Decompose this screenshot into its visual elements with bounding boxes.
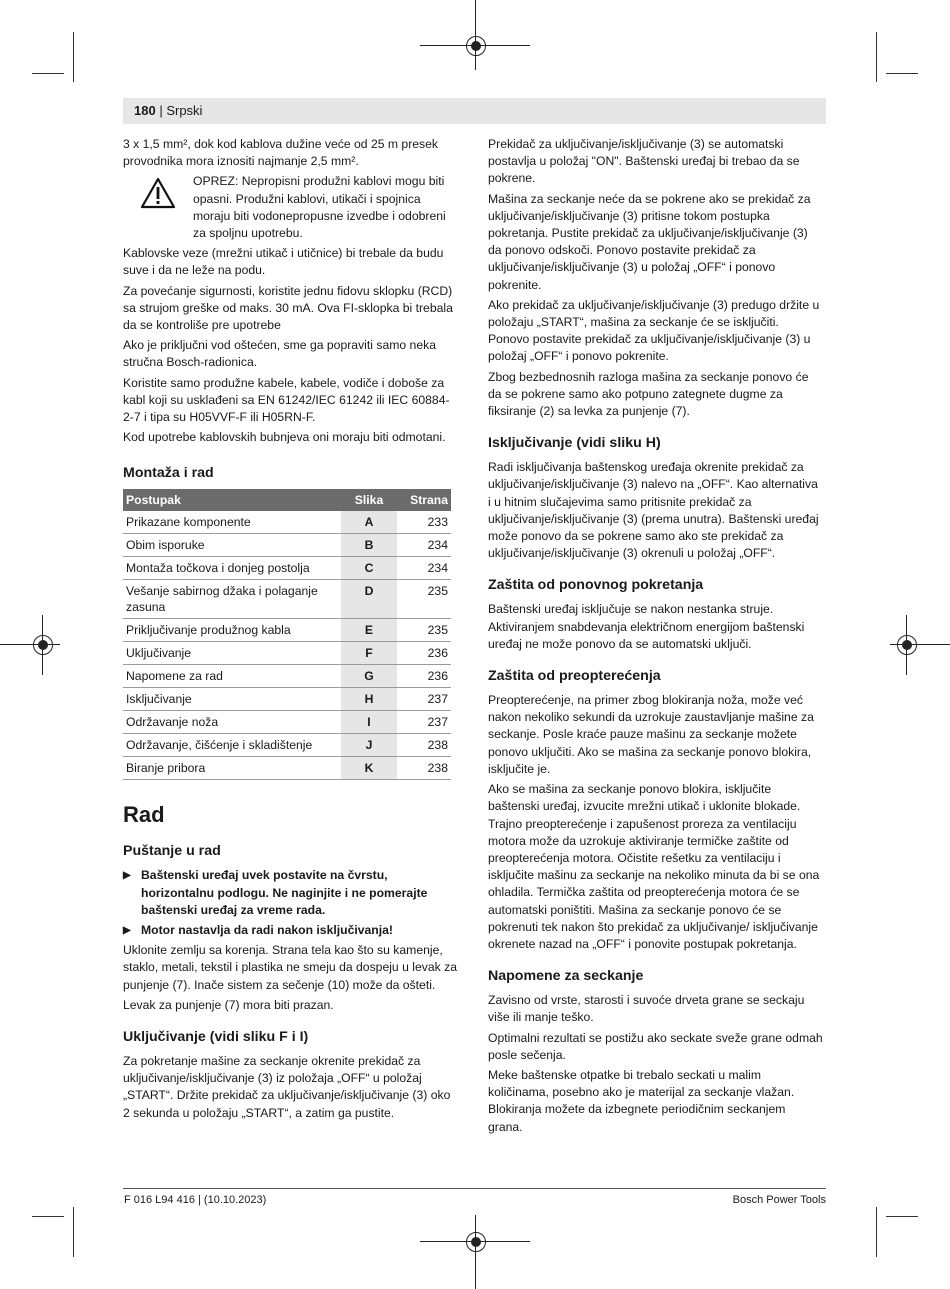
table-cell-figure: J	[341, 734, 397, 757]
crop-mark	[32, 73, 64, 74]
table-row	[123, 734, 451, 757]
bullet-text: Motor nastavlja da radi nakon isključivanja!	[141, 923, 393, 938]
section-heading-zastita-preopterecenja: Zaštita od preopterećenja	[488, 668, 661, 685]
table-cell-figure: I	[341, 711, 397, 734]
paragraph: Zbog bezbednosnih razloga mašina za seckanje ponovo će da se pokrene samo ako potpuno zategnete dugme za fiksiranje (2) sa levka za punjenje (7).	[488, 369, 809, 419]
table-row	[123, 665, 451, 688]
table-cell-procedure: Održavanje noža	[123, 711, 341, 734]
section-heading-montaza: Montaža i rad	[123, 465, 214, 482]
crop-mark	[886, 1216, 918, 1217]
bullet-item	[123, 922, 458, 939]
table-cell-procedure: Montaža točkova i donjeg postolja	[123, 557, 341, 580]
crop-mark	[32, 1216, 64, 1217]
footer-rule	[123, 1188, 826, 1189]
crop-mark	[73, 1207, 74, 1257]
crop-mark	[876, 1207, 877, 1257]
table-header: Slika	[341, 489, 397, 511]
bullet-arrow-icon: ▶	[123, 870, 131, 882]
table-row	[123, 580, 451, 619]
table-cell-figure: G	[341, 665, 397, 688]
crop-mark	[886, 73, 918, 74]
table-cell-figure: E	[341, 619, 397, 642]
table-row	[123, 711, 451, 734]
section-heading-pustanje: Puštanje u rad	[123, 843, 221, 860]
table-cell-figure: A	[341, 511, 397, 534]
section-heading-napomene: Napomene za seckanje	[488, 968, 644, 985]
section-heading-rad: Rad	[123, 802, 165, 828]
warning-text: OPREZ: Nepropisni produžni kablovi mogu biti opasni. Produžni kablovi, utikači i spojnica moraju biti vodonepropusne izvedbe i odobreni za spoljnu upotrebu.	[193, 174, 446, 241]
footer-brand: Bosch Power Tools	[732, 1194, 826, 1206]
table-row	[123, 511, 451, 534]
table-row	[123, 534, 451, 557]
paragraph: Uklonite zemlju sa korenja. Strana tela kao što su kamenje, staklo, metali, tekstil i plastika ne smeju da dospeju u levak za punjenje (7). Inače sistem za sečenje (10) može da ošteti.	[123, 943, 457, 992]
table-row	[123, 688, 451, 711]
table-cell-figure: D	[341, 580, 397, 619]
section-heading-zastita-pokretanja: Zaštita od ponovnog pokretanja	[488, 577, 704, 594]
table-cell-figure: H	[341, 688, 397, 711]
paragraph: Koristite samo produžne kabele, kabele, vodiče i doboše za kabl koji su usklađeni sa EN 61242/IEC 61242 ili IEC 60884-2-7 i tipa su H05VVF-F ili H05RN-F.	[123, 375, 450, 425]
paragraph: Meke baštenske otpatke bi trebalo seckati u malim količinama, posebno ako je materijal za seckanje vlažan. Blokiranja možete da izbegnete periodičnim seckanjem grana.	[488, 1067, 795, 1134]
registration-mark-icon	[466, 36, 486, 56]
warning-triangle-icon	[123, 173, 193, 242]
paragraph: Zavisno od vrste, starosti i suvoće drveta grane se seckaju više ili manje teško.	[488, 993, 805, 1025]
table-cell-page: 234	[397, 557, 451, 580]
table-cell-figure: K	[341, 757, 397, 780]
procedure-table	[123, 489, 451, 780]
table-row	[123, 557, 451, 580]
paragraph: Za pokretanje mašine za seckanje okrenite prekidač za uključivanje/isključivanje (3) iz položaja „OFF“ u položaj „START“. Držite prekidač za uključivanje/isključivanje (3) oko 2 sekunda u položaju „START“, a zatim ga pustite.	[123, 1054, 451, 1120]
page-header: 180 | Srpski	[134, 103, 203, 118]
table-row	[123, 642, 451, 665]
table-cell-page: 236	[397, 665, 451, 688]
registration-line	[475, 1215, 476, 1289]
right-column	[488, 136, 823, 1139]
table-cell-procedure: Vešanje sabirnog džaka i polaganje zasuna	[123, 580, 341, 619]
paragraph: Mašina za seckanje neće da se pokrene ako se prekidač za uključivanje/isključivanje (3) pritisne tokom postupka pokretanja. Pustite prekidač za uključivanje/isključivanje (3) da ponovo odskoči. Ponovo postavite prekidač za uključivanje/isključivanje (3) u položaj „OFF“ i ponovo pokrenite.	[488, 191, 811, 292]
paragraph: Optimalni rezultati se postižu ako seckate sveže grane odmah posle sečenja.	[488, 1030, 823, 1062]
registration-mark-icon	[33, 635, 53, 655]
table-cell-procedure: Napomene za rad	[123, 665, 341, 688]
table-cell-procedure: Uključivanje	[123, 642, 341, 665]
intro-text: 3 x 1,5 mm², dok kod kablova dužine veće od 25 m presek provodnika mora iznositi najmanje 2,5 mm².	[123, 137, 439, 169]
paragraph: Prekidač za uključivanje/isključivanje (3) se automatski postavlja u položaj "ON". Baštenski uređaj bi trebao da se pokrene.	[488, 137, 800, 186]
table-cell-page: 238	[397, 734, 451, 757]
registration-line	[475, 0, 476, 70]
paragraph: Kod upotrebe kablovskih bubnjeva oni moraju biti odmotani.	[123, 430, 446, 445]
paragraph: Ako je priključni vod oštećen, sme ga popraviti samo neka stručna Bosch-radionica.	[123, 338, 436, 370]
paragraph: Kablovske veze (mrežni utikač i utičnice) bi trebale da budu suve i da ne leže na podu.	[123, 246, 444, 278]
paragraph: Baštenski uređaj isključuje se nakon nestanka struje. Aktiviranjem snabdevanja električnom energijom baštenski uređaj ne može ponovo da se automatski uključi.	[488, 602, 805, 651]
bullet-arrow-icon: ▶	[123, 925, 131, 937]
registration-mark-icon	[897, 635, 917, 655]
table-cell-procedure: Priključivanje produžnog kabla	[123, 619, 341, 642]
table-cell-page: 235	[397, 619, 451, 642]
section-heading-iskljucivanje: Isključivanje (vidi sliku H)	[488, 435, 661, 452]
crop-mark	[73, 32, 74, 82]
table-row	[123, 757, 451, 780]
table-cell-procedure: Isključivanje	[123, 688, 341, 711]
table-row	[123, 619, 451, 642]
section-heading-ukljucivanje: Uključivanje (vidi sliku F i I)	[123, 1029, 309, 1046]
table-cell-figure: C	[341, 557, 397, 580]
left-column	[123, 136, 458, 1125]
table-header-row	[123, 489, 451, 511]
table-cell-page: 236	[397, 642, 451, 665]
table-cell-procedure: Održavanje, čišćenje i skladištenje	[123, 734, 341, 757]
paragraph: Za povećanje sigurnosti, koristite jednu fidovu sklopku (RCD) sa strujom greške od maks. 30 mA. Ova FI-sklopka bi trebala da se kontroliše pre upotrebe	[123, 283, 453, 333]
paragraph: Ako prekidač za uključivanje/isključivanje (3) predugo držite u položaju „START“, mašina za seckanje će se isključiti. Ponovo postavite prekidač za uključivanje/isključivanje (3) u položaj „OFF“ i ponovo pokrenite.	[488, 297, 820, 364]
table-cell-page: 238	[397, 757, 451, 780]
table-cell-page: 237	[397, 688, 451, 711]
paragraph: Ako se mašina za seckanje ponovo blokira, isključite baštenski uređaj, izvucite mrežni utikač i uklonite blokade. Trajno preopterećenje i zapušenost proreza za ventilaciju motora može da uzrokuje aktiviranje termičke zaštite od preopterećenja motora. Očistite rešetku za ventilaciju i isključite mašinu za seckanje na nekoliko minuta da bi se ona ohladila. Termička zaštita od preopterećenja motora će se automatski poništiti. Mašina za seckanje ponovo će se pokrenuti tek nakon što prekidač za uključivanje/ isključivanje okrenete nazad na „OFF“ i ponovite postupak pokretanja.	[488, 782, 820, 951]
page-number: 180	[134, 103, 156, 118]
table-cell-figure: F	[341, 642, 397, 665]
warning-block	[123, 173, 458, 242]
page-language: Srpski	[166, 103, 203, 118]
table-cell-procedure: Prikazane komponente	[123, 511, 341, 534]
table-cell-procedure: Biranje pribora	[123, 757, 341, 780]
paragraph: Radi isključivanja baštenskog uređaja okrenite prekidač za uključivanje/isključivanje (3) nalevo na „OFF“. Kao alternativa i u hitnim slučajevima samo pritisnite prekidač za uključivanje/isključivanje (3) (prema unutra). Baštenski uređaj može ponovo da se pokrene samo ako ste prekidač za uključivanje/isključivanje (3) okrenuli u položaj „OFF“.	[488, 460, 819, 561]
table-header: Strana	[397, 489, 451, 511]
table-cell-page: 237	[397, 711, 451, 734]
bullet-text: Baštenski uređaj uvek postavite na čvrstu, horizontalnu podlogu. Ne naginjite i ne pomerajte baštenski uređaj za vreme rada.	[141, 868, 428, 917]
table-cell-procedure: Obim isporuke	[123, 534, 341, 557]
table-cell-page: 233	[397, 511, 451, 534]
page-header-bar	[123, 98, 826, 124]
footer-doc-id: F 016 L94 416 | (10.10.2023)	[124, 1194, 267, 1206]
registration-mark-icon	[466, 1232, 486, 1252]
table-cell-page: 235	[397, 580, 451, 619]
paragraph: Preopterećenje, na primer zbog blokiranja noža, može već nakon nekoliko sekundi da uzrokuje zaustavljanje mašine za seckanje. Posle kraće pauze mašinu za seckanje možete ponovo uključiti. Ako se mašina za seckanje ponovo blokira, isključite je.	[488, 693, 814, 776]
paragraph: Levak za punjenje (7) mora biti prazan.	[123, 997, 334, 1012]
table-cell-figure: B	[341, 534, 397, 557]
table-header: Postupak	[123, 489, 341, 511]
table-cell-page: 234	[397, 534, 451, 557]
crop-mark	[876, 32, 877, 82]
bullet-item	[123, 867, 458, 919]
